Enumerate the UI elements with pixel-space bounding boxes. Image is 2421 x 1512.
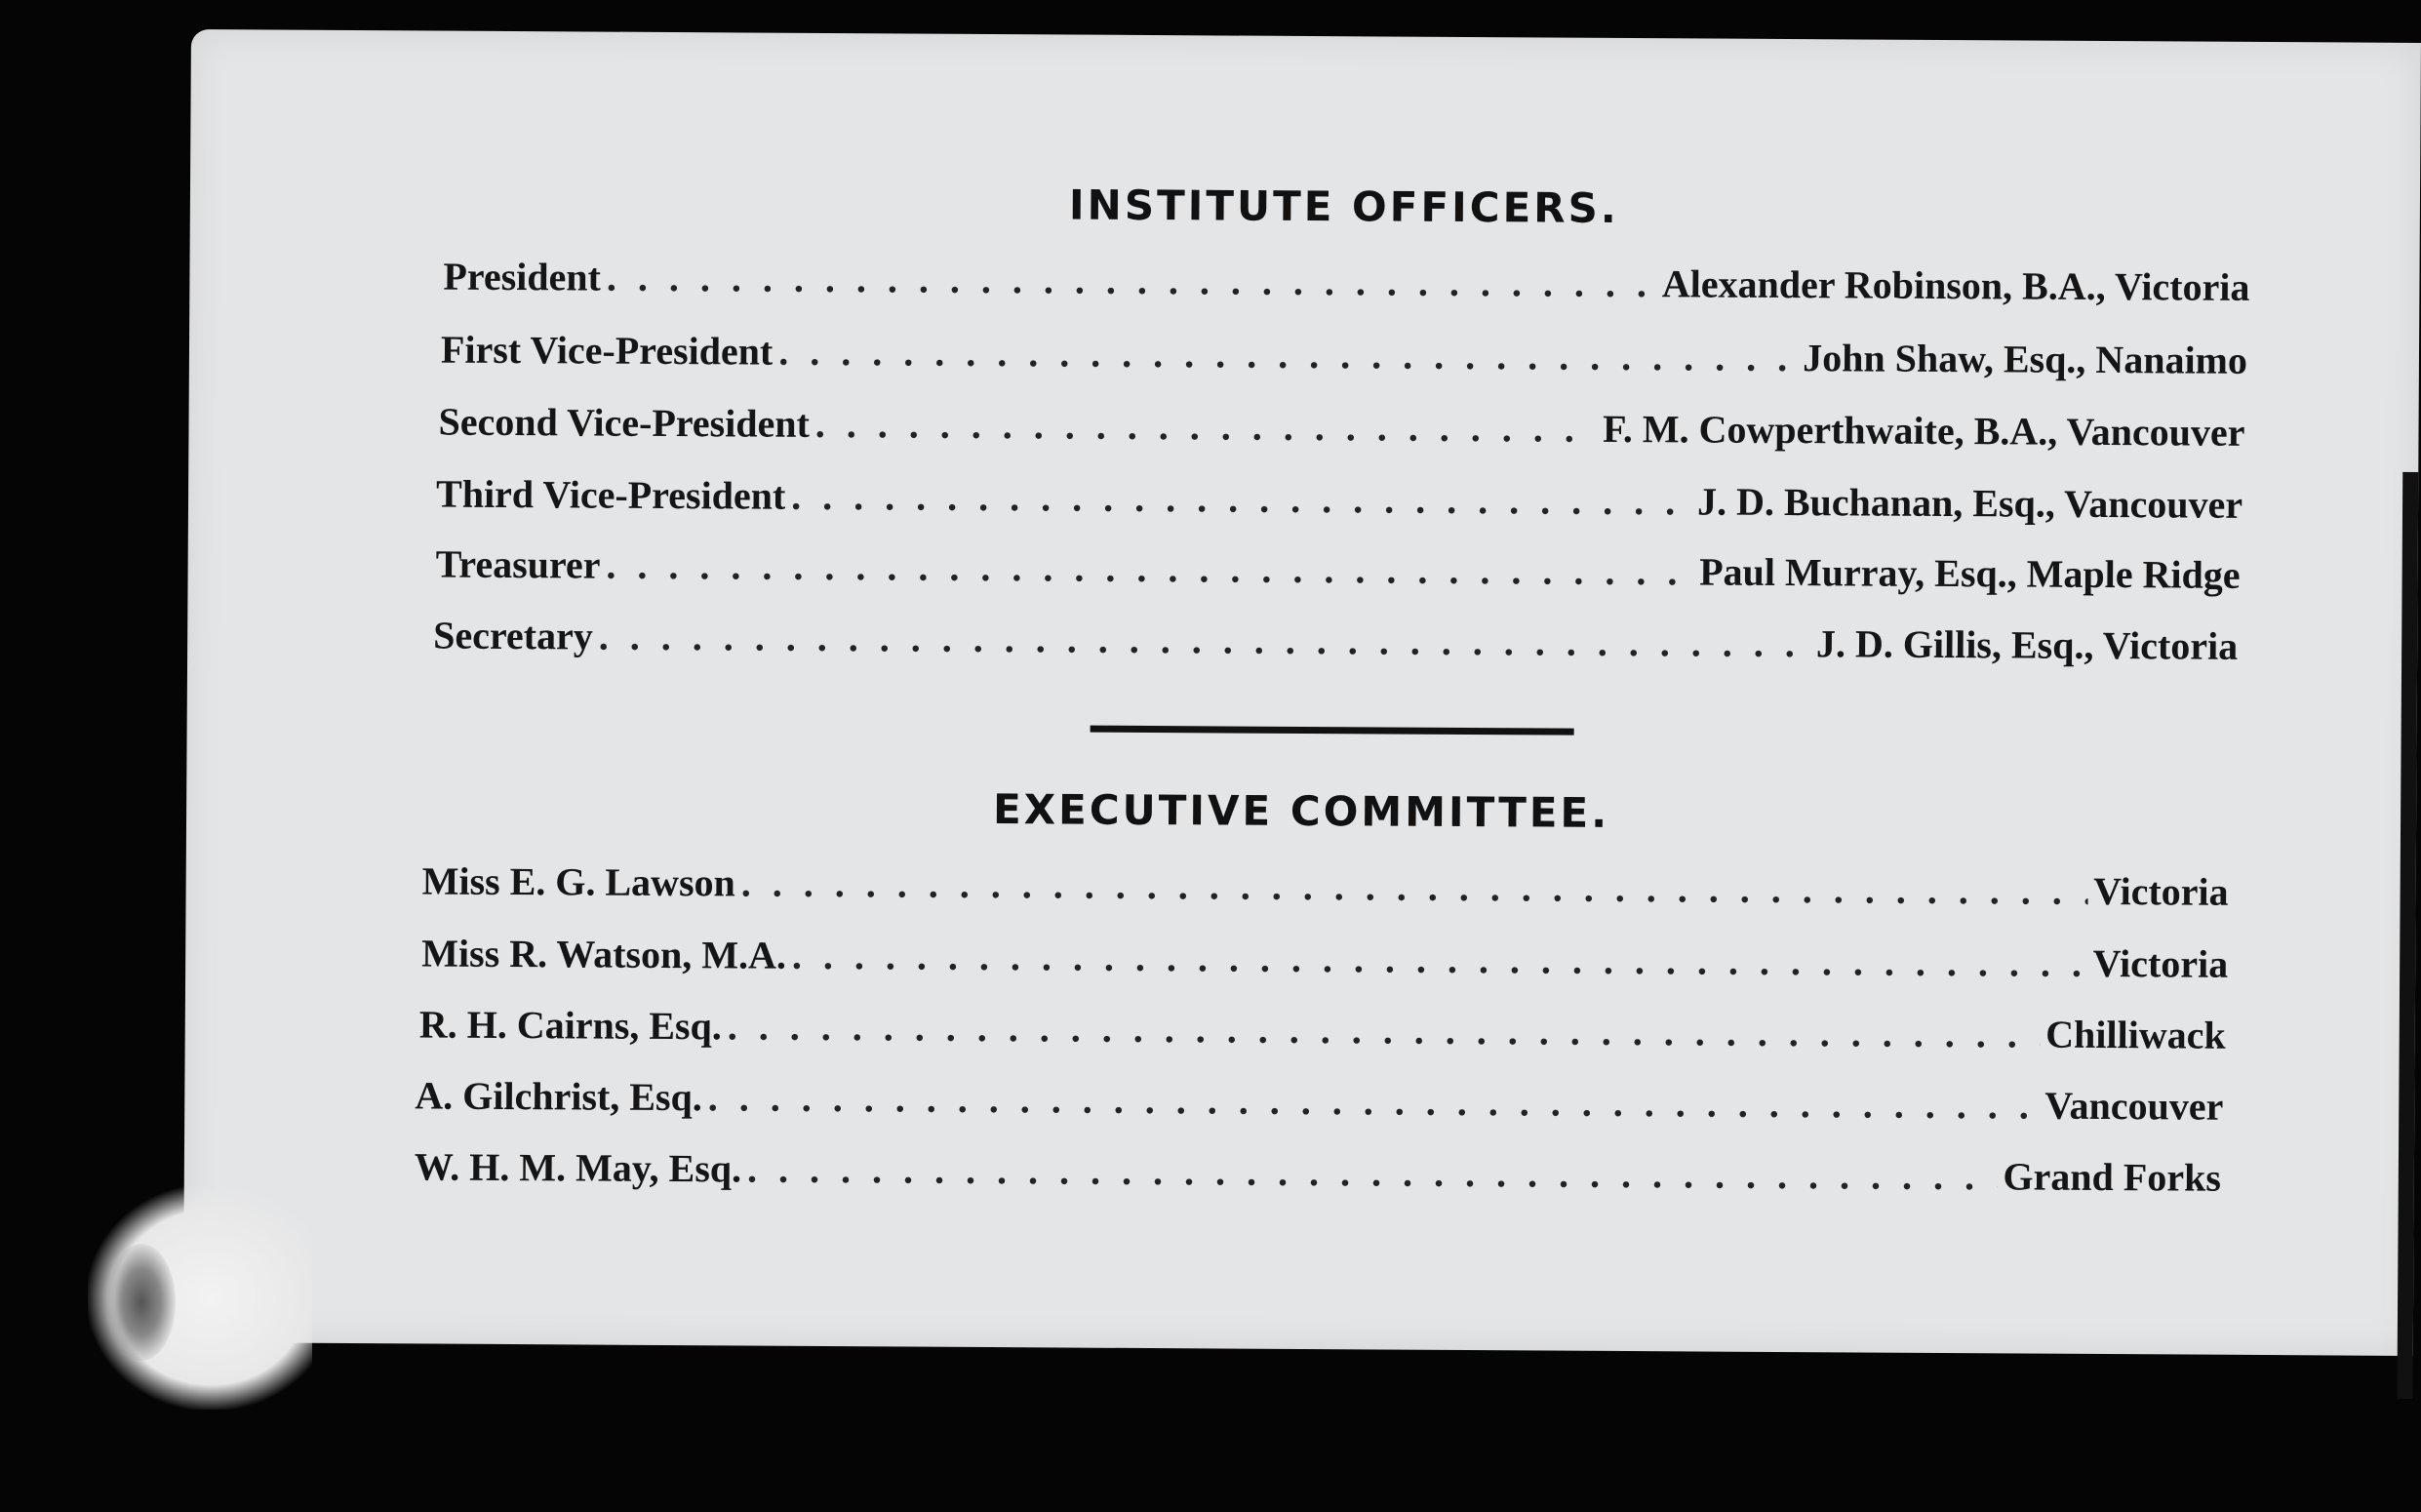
officer-name: Alexander Robinson, B.A., Victoria: [1661, 261, 2250, 309]
leader-dots: [708, 1074, 2040, 1128]
officer-name: F. M. Cowperthwaite, B.A., Vancouver: [1602, 406, 2245, 455]
officer-row-treasurer: [436, 541, 2241, 598]
member-location: Victoria: [2092, 940, 2229, 986]
officer-name: Paul Murray, Esq., Maple Ridge: [1699, 549, 2241, 597]
member-name: A. Gilchrist, Esq.: [415, 1073, 702, 1120]
committee-row: [415, 1143, 2221, 1200]
committee-row: [419, 1001, 2226, 1057]
officer-title: Treasurer: [435, 541, 601, 587]
leader-dots: [815, 401, 1597, 452]
member-location: Grand Forks: [2003, 1154, 2221, 1200]
ink-smudge: [107, 1244, 176, 1361]
leader-dots: [778, 329, 1797, 380]
member-location: Chilliwack: [2045, 1012, 2226, 1057]
committee-row: [415, 1072, 2223, 1129]
leader-dots: [728, 1003, 2041, 1056]
officer-name: John Shaw, Esq., Nanaimo: [1803, 336, 2248, 382]
document-page: [183, 29, 2421, 1356]
leader-dots: [606, 542, 1693, 595]
leader-dots: [741, 859, 2088, 913]
member-name: R. H. Cairns, Esq.: [418, 1002, 722, 1049]
leader-dots: [599, 614, 1810, 667]
officer-title: Second Vice-President: [438, 399, 811, 446]
leader-dots: [607, 255, 1656, 307]
committee-row: [422, 857, 2229, 914]
officer-name: J. D. Gillis, Esq., Victoria: [1815, 621, 2239, 668]
leader-dots: [747, 1146, 1998, 1200]
officer-title: President: [443, 254, 602, 299]
officer-row-second-vice-president: [438, 399, 2244, 456]
leader-dots: [792, 933, 2087, 986]
member-location: Vancouver: [2044, 1083, 2224, 1129]
page-edge-shadow: [2397, 472, 2418, 1399]
executive-committee-heading: EXECUTIVE COMMITTEE.: [992, 785, 1610, 837]
member-name: W. H. M. May, Esq.: [414, 1144, 742, 1191]
officer-row-president: [443, 254, 2249, 310]
leader-dots: [791, 473, 1691, 525]
paper-tear-mark: [88, 1185, 312, 1410]
officer-title: Third Vice-President: [435, 471, 786, 518]
officer-row-first-vice-president: [441, 327, 2247, 383]
officer-row-secretary: [433, 613, 2238, 669]
officer-name: J. D. Buchanan, Esq., Vancouver: [1696, 479, 2243, 527]
institute-officers-heading: INSTITUTE OFFICERS.: [1068, 180, 1619, 232]
committee-row: [421, 930, 2228, 986]
section-divider: [1091, 726, 1574, 736]
member-name: Miss R. Watson, M.A.: [421, 931, 787, 977]
officer-title: First Vice-President: [440, 327, 774, 374]
officer-title: Secretary: [433, 613, 593, 658]
member-location: Victoria: [2093, 868, 2229, 914]
officer-row-third-vice-president: [436, 471, 2242, 528]
member-name: Miss E. G. Lawson: [421, 858, 735, 905]
